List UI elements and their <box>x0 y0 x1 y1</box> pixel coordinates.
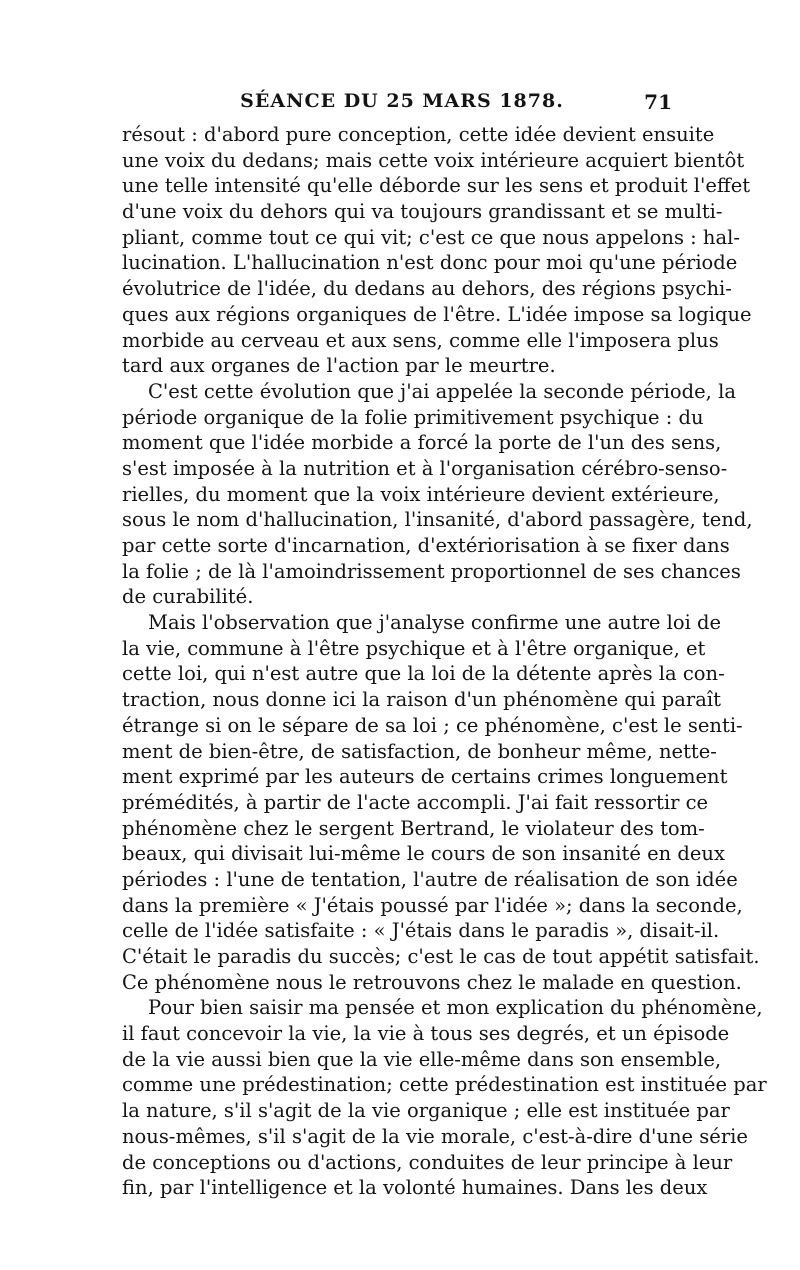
body-text <box>122 122 767 1201</box>
text-line: dans la première « J'étais poussé par l'idée »; dans la seconde, <box>122 893 743 917</box>
text-line: d'une voix du dehors qui va toujours grandissant et se multi- <box>122 200 723 224</box>
text-line: ques aux régions organiques de l'être. L'idée impose sa logique <box>122 302 752 326</box>
text-line: Mais l'observation que j'analyse confirme une autre loi de <box>148 611 722 635</box>
text-line: ment de bien-être, de satisfaction, de bonheur même, nette- <box>122 739 717 763</box>
text-line: période organique de la folie primitivement psychique : du <box>122 405 704 429</box>
text-line: lucination. L'hallucination n'est donc pour moi qu'une période <box>122 251 738 275</box>
text-line: sous le nom d'hallucination, l'insanité, d'abord passagère, tend, <box>122 508 753 532</box>
text-line: s'est imposée à la nutrition et à l'organisation cérébro-senso- <box>122 456 728 480</box>
page-number: 71 <box>644 90 672 114</box>
text-line: nous-mêmes, s'il s'agit de la vie morale, c'est-à-dire d'une série <box>122 1124 748 1148</box>
text-line: périodes : l'une de tentation, l'autre de réalisation de son idée <box>122 867 738 891</box>
text-line: évolutrice de l'idée, du dedans au dehors, des régions psychi- <box>122 277 732 301</box>
text-line: Ce phénomène nous le retrouvons chez le malade en question. <box>122 970 742 994</box>
text-line: la nature, s'il s'agit de la vie organique ; elle est instituée par <box>122 1099 730 1123</box>
text-line: par cette sorte d'incarnation, d'extériorisation à se fixer dans <box>122 534 730 557</box>
text-line: C'est cette évolution que j'ai appelée la seconde période, la <box>148 379 736 403</box>
text-line: phénomène chez le sergent Bertrand, le violateur des tom- <box>122 816 705 840</box>
text-line: cette loi, qui n'est autre que la loi de la détente après la con- <box>122 662 725 686</box>
text-line: de conceptions ou d'actions, conduites de leur principe à leur <box>122 1150 733 1174</box>
text-line: une telle intensité qu'elle déborde sur les sens et produit l'effet <box>122 174 751 198</box>
text-line: rielles, du moment que la voix intérieure devient extérieure, <box>122 482 720 506</box>
text-line: de la vie aussi bien que la vie elle-même dans son ensemble, <box>122 1047 722 1071</box>
text-line: pliant, comme tout ce qui vit; c'est ce que nous appelons : hal- <box>122 225 740 249</box>
text-line: il faut concevoir la vie, la vie à tous ses degrés, et un épisode <box>122 1022 730 1046</box>
text-line: la folie ; de là l'amoindrissement proportionnel de ses chances <box>122 559 741 583</box>
text-line: la vie, commune à l'être psychique et à l'être organique, et <box>122 636 706 660</box>
text-line: étrange si on le sépare de sa loi ; ce phénomène, c'est le senti- <box>122 713 743 737</box>
text-line: Pour bien saisir ma pensée et mon explication du phénomène, <box>148 996 763 1020</box>
text-line: C'était le paradis du succès; c'est le cas de tout appétit satisfait. <box>122 945 760 968</box>
text-line: celle de l'idée satisfaite : « J'étais dans le paradis », disait-il. <box>122 919 720 943</box>
text-line: prémédités, à partir de l'acte accompli. J'ai fait ressortir ce <box>122 790 709 814</box>
text-line: traction, nous donne ici la raison d'un phénomène qui paraît <box>122 688 721 712</box>
text-line: morbide au cerveau et aux sens, comme elle l'imposera plus <box>122 328 719 352</box>
running-head: SÉANCE DU 25 MARS 1878. <box>240 90 564 112</box>
text-line: tard aux organes de l'action par le meurtre. <box>122 354 556 378</box>
text-line: comme une prédestination; cette prédestination est instituée par <box>122 1073 767 1097</box>
text-line: moment que l'idée morbide a forcé la porte de l'un des sens, <box>122 431 722 455</box>
text-line: fin, par l'intelligence et la volonté humaines. Dans les deux <box>122 1176 708 1200</box>
text-line: de curabilité. <box>122 585 254 609</box>
page-header <box>122 90 682 120</box>
text-line: résout : d'abord pure conception, cette idée devient ensuite <box>122 123 715 146</box>
text-line: une voix du dedans; mais cette voix intérieure acquiert bientôt <box>122 148 745 172</box>
text-line: ment exprimé par les auteurs de certains crimes longuement <box>122 765 728 789</box>
text-line: beaux, qui divisait lui-même le cours de son insanité en deux <box>122 842 725 866</box>
